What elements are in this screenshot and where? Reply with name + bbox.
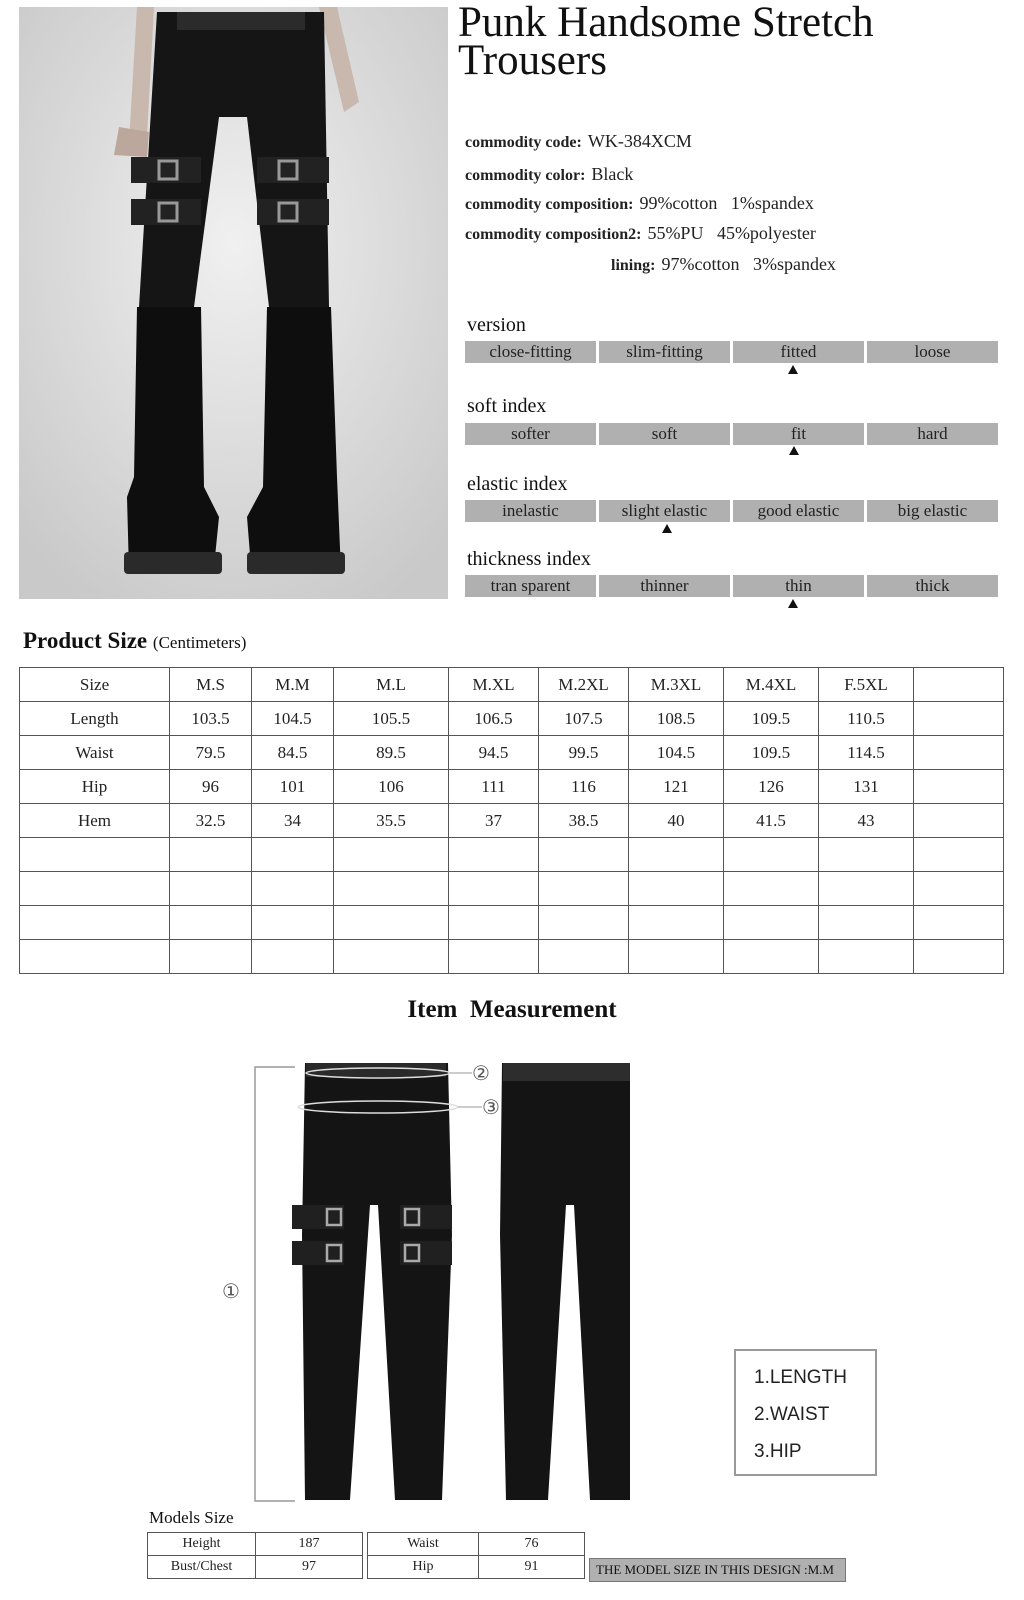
- version-option: loose: [867, 341, 998, 363]
- elastic-index-label: elastic index: [467, 473, 568, 495]
- table-row: [20, 838, 1004, 872]
- size-cell: 121: [629, 770, 724, 804]
- size-cell: [170, 872, 252, 906]
- size-cell: [629, 940, 724, 974]
- size-cell: 114.5: [819, 736, 914, 770]
- spec-value: 55%PU 45%polyester: [647, 223, 816, 243]
- item-measurement-title: Item Measurement: [407, 996, 617, 1023]
- spec-label: commodity color:: [465, 167, 586, 184]
- size-cell: 107.5: [539, 702, 629, 736]
- size-cell: [819, 906, 914, 940]
- spec-composition: [465, 193, 814, 214]
- size-cell: [819, 838, 914, 872]
- model-height-value: 187: [256, 1533, 363, 1556]
- size-cell: [539, 906, 629, 940]
- size-cell: [914, 906, 1004, 940]
- size-header-cell: [914, 668, 1004, 702]
- size-cell: 94.5: [449, 736, 539, 770]
- size-cell: 109.5: [724, 702, 819, 736]
- size-cell: Hem: [20, 804, 170, 838]
- size-cell: 96: [170, 770, 252, 804]
- size-header-cell: M.XL: [449, 668, 539, 702]
- size-cell: [629, 906, 724, 940]
- thickness-option: thick: [867, 575, 998, 597]
- product-size-heading: Product Size: [23, 628, 148, 653]
- spec-code: [465, 131, 692, 152]
- spec-composition2: [465, 223, 816, 244]
- soft-index-marker-icon: [789, 446, 799, 455]
- table-row: [368, 1533, 585, 1556]
- size-cell: [20, 872, 170, 906]
- model-bust-label: Bust/Chest: [148, 1556, 256, 1579]
- size-cell: 101: [252, 770, 334, 804]
- spec-value: WK-384XCM: [587, 131, 692, 151]
- model-waist-value: 76: [479, 1533, 585, 1556]
- size-cell: [252, 940, 334, 974]
- model-waist-label: Waist: [368, 1533, 479, 1556]
- size-cell: Waist: [20, 736, 170, 770]
- size-cell: 84.5: [252, 736, 334, 770]
- thickness-index-scale: [465, 575, 998, 597]
- size-cell: [724, 940, 819, 974]
- elastic-option: good elastic: [733, 500, 864, 522]
- size-cell: [20, 906, 170, 940]
- spec-color: [465, 164, 633, 185]
- size-cell: [914, 736, 1004, 770]
- size-cell: [914, 838, 1004, 872]
- table-row: [20, 702, 1004, 736]
- product-title: [458, 0, 1018, 84]
- size-cell: [629, 838, 724, 872]
- size-cell: 40: [629, 804, 724, 838]
- size-cell: [170, 940, 252, 974]
- version-option: close-fitting: [465, 341, 596, 363]
- size-cell: [170, 906, 252, 940]
- size-cell: 41.5: [724, 804, 819, 838]
- size-cell: 104.5: [629, 736, 724, 770]
- table-row: [368, 1556, 585, 1579]
- hip-marker: ③: [482, 1095, 500, 1119]
- table-row: [20, 906, 1004, 940]
- size-cell: 34: [252, 804, 334, 838]
- models-size-title: Models Size: [149, 1508, 234, 1527]
- spec-lining: [611, 254, 836, 275]
- size-cell: [539, 872, 629, 906]
- elastic-option: slight elastic: [599, 500, 730, 522]
- size-cell: [629, 872, 724, 906]
- size-cell: 110.5: [819, 702, 914, 736]
- table-row: [148, 1556, 363, 1579]
- table-row: [20, 770, 1004, 804]
- size-cell: [252, 838, 334, 872]
- table-row: [20, 804, 1004, 838]
- size-cell: 116: [539, 770, 629, 804]
- size-cell: [724, 872, 819, 906]
- size-cell: 37: [449, 804, 539, 838]
- size-header-row: [20, 668, 1004, 702]
- size-header-cell: M.S: [170, 668, 252, 702]
- thickness-option: tran sparent: [465, 575, 596, 597]
- measurement-drawing: [210, 1055, 630, 1505]
- product-photo: [19, 7, 448, 599]
- elastic-option: inelastic: [465, 500, 596, 522]
- thickness-index-label: thickness index: [467, 548, 591, 570]
- version-scale: [465, 341, 998, 363]
- waist-marker: ②: [472, 1061, 490, 1085]
- size-header-cell: F.5XL: [819, 668, 914, 702]
- size-header-cell: Size: [20, 668, 170, 702]
- size-cell: 103.5: [170, 702, 252, 736]
- size-cell: [914, 770, 1004, 804]
- size-cell: [334, 940, 449, 974]
- size-cell: [724, 838, 819, 872]
- size-cell: [724, 906, 819, 940]
- legend-length: 1.LENGTH: [754, 1367, 847, 1388]
- measurement-legend: [734, 1349, 877, 1476]
- spec-label: commodity composition2:: [465, 226, 642, 243]
- version-marker-icon: [788, 365, 798, 374]
- models-table-right: [367, 1532, 585, 1579]
- size-cell: [252, 872, 334, 906]
- size-cell: 43: [819, 804, 914, 838]
- table-row: [148, 1533, 363, 1556]
- table-row: [20, 940, 1004, 974]
- size-cell: [819, 940, 914, 974]
- size-cell: [449, 872, 539, 906]
- size-header-cell: M.3XL: [629, 668, 724, 702]
- spec-value: Black: [591, 164, 634, 184]
- thickness-option: thin: [733, 575, 864, 597]
- size-cell: [449, 940, 539, 974]
- models-table-left: [147, 1532, 363, 1579]
- size-cell: [539, 838, 629, 872]
- size-cell: Hip: [20, 770, 170, 804]
- size-cell: [819, 872, 914, 906]
- size-cell: [914, 940, 1004, 974]
- size-cell: [914, 872, 1004, 906]
- size-header-cell: M.M: [252, 668, 334, 702]
- size-cell: [20, 940, 170, 974]
- table-row: [20, 872, 1004, 906]
- size-cell: 35.5: [334, 804, 449, 838]
- product-size-title: [23, 628, 246, 654]
- spec-value: 97%cotton 3%spandex: [661, 254, 836, 274]
- size-cell: [334, 872, 449, 906]
- size-cell: 89.5: [334, 736, 449, 770]
- spec-value: 99%cotton 1%spandex: [639, 193, 814, 213]
- size-cell: 99.5: [539, 736, 629, 770]
- soft-index-scale: [465, 423, 998, 445]
- elastic-index-scale: [465, 500, 998, 522]
- size-cell: [449, 838, 539, 872]
- size-table: [19, 667, 1004, 974]
- size-cell: [449, 906, 539, 940]
- table-row: [20, 736, 1004, 770]
- size-header-cell: M.2XL: [539, 668, 629, 702]
- size-cell: 79.5: [170, 736, 252, 770]
- size-cell: [334, 838, 449, 872]
- legend-waist: 2.WAIST: [754, 1404, 830, 1425]
- size-cell: [334, 906, 449, 940]
- product-size-unit: (Centimeters): [152, 633, 247, 652]
- size-cell: [20, 838, 170, 872]
- version-option: slim-fitting: [599, 341, 730, 363]
- product-title-line2: Trousers: [458, 37, 607, 84]
- size-cell: [539, 940, 629, 974]
- model-hip-label: Hip: [368, 1556, 479, 1579]
- size-cell: [252, 906, 334, 940]
- thickness-option: thinner: [599, 575, 730, 597]
- thickness-index-marker-icon: [788, 599, 798, 608]
- version-option: fitted: [733, 341, 864, 363]
- size-cell: 108.5: [629, 702, 724, 736]
- model-size-note: THE MODEL SIZE IN THIS DESIGN :M.M: [589, 1558, 846, 1582]
- elastic-option: big elastic: [867, 500, 998, 522]
- size-cell: 131: [819, 770, 914, 804]
- size-header-cell: M.4XL: [724, 668, 819, 702]
- size-header-cell: M.L: [334, 668, 449, 702]
- soft-option: soft: [599, 423, 730, 445]
- size-cell: 104.5: [252, 702, 334, 736]
- model-hip-value: 91: [479, 1556, 585, 1579]
- size-cell: 106.5: [449, 702, 539, 736]
- elastic-index-marker-icon: [662, 524, 672, 533]
- version-label: version: [467, 314, 526, 336]
- size-cell: 111: [449, 770, 539, 804]
- size-cell: [914, 702, 1004, 736]
- legend-hip: 3.HIP: [754, 1441, 802, 1462]
- size-cell: 38.5: [539, 804, 629, 838]
- model-bust-value: 97: [256, 1556, 363, 1579]
- soft-option: fit: [733, 423, 864, 445]
- soft-option: hard: [867, 423, 998, 445]
- size-cell: Length: [20, 702, 170, 736]
- model-height-label: Height: [148, 1533, 256, 1556]
- size-cell: 109.5: [724, 736, 819, 770]
- soft-index-label: soft index: [467, 395, 547, 417]
- size-cell: [170, 838, 252, 872]
- spec-label: commodity composition:: [465, 196, 634, 213]
- size-cell: 126: [724, 770, 819, 804]
- length-marker: ①: [222, 1279, 240, 1303]
- spec-label: commodity code:: [465, 134, 582, 151]
- size-cell: 32.5: [170, 804, 252, 838]
- size-cell: 105.5: [334, 702, 449, 736]
- spec-label: lining:: [611, 257, 656, 274]
- soft-option: softer: [465, 423, 596, 445]
- size-cell: 106: [334, 770, 449, 804]
- product-title-line1: Punk Handsome Stretch: [458, 0, 874, 46]
- size-cell: [914, 804, 1004, 838]
